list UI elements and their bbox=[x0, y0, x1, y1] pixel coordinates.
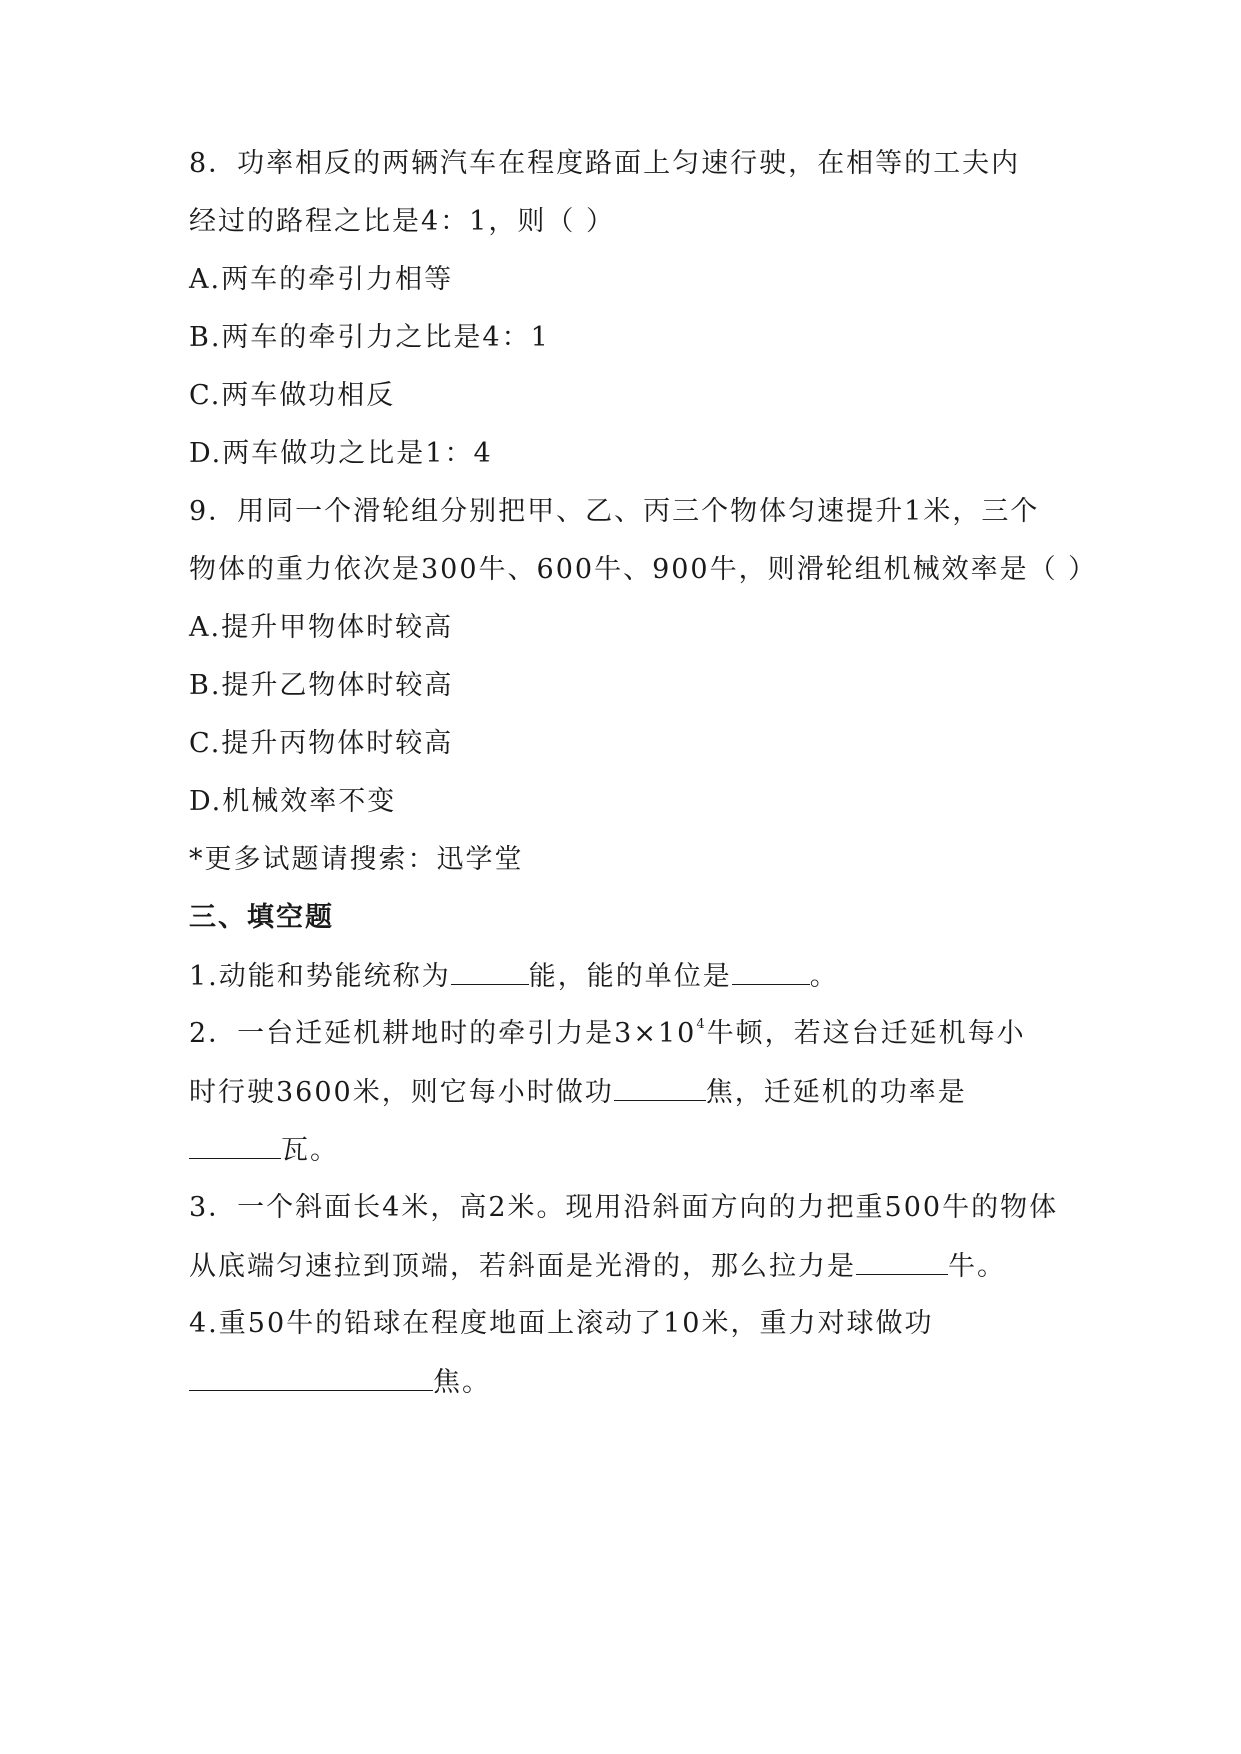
fill-q2-line-2 bbox=[189, 1072, 967, 1113]
q8-option-c: C.两车做功相反 bbox=[189, 380, 396, 411]
fill-q1 bbox=[189, 956, 839, 997]
fill-q2-text-d: 焦，迁延机的功率是 bbox=[705, 1077, 967, 1108]
fill-q2-text-e: 瓦。 bbox=[281, 1135, 339, 1166]
answer-blank[interactable] bbox=[614, 1072, 706, 1101]
fill-q2-text-c: 时行驶3600米，则它每小时做功 bbox=[189, 1077, 614, 1108]
q9-stem-line-2: 物体的重力依次是300牛、600牛、900牛，则滑轮组机械效率是（ ） bbox=[189, 554, 1098, 585]
q8-option-a: A.两车的牵引力相等 bbox=[189, 264, 454, 295]
search-note: *更多试题请搜索：迅学堂 bbox=[189, 844, 524, 875]
q9-option-a: A.提升甲物体时较高 bbox=[189, 612, 454, 643]
fill-q2-line-1 bbox=[189, 1014, 1026, 1054]
q9-option-b: B.提升乙物体时较高 bbox=[189, 670, 454, 701]
fill-q4-text-a: 焦。 bbox=[433, 1367, 491, 1398]
fill-q1-text-a: 1.动能和势能统称为 bbox=[189, 961, 451, 992]
fill-q1-text-c: 。 bbox=[809, 961, 839, 992]
fill-q4-line-1: 4.重50牛的铅球在程度地面上滚动了10米，重力对球做功 bbox=[189, 1308, 934, 1339]
fill-q2-line-3 bbox=[189, 1130, 339, 1171]
answer-blank[interactable] bbox=[189, 1130, 281, 1159]
q9-option-c: C.提升丙物体时较高 bbox=[189, 728, 454, 759]
q8-stem-line-1: 8．功率相反的两辆汽车在程度路面上匀速行驶，在相等的工夫内 bbox=[189, 148, 1021, 179]
answer-blank[interactable] bbox=[451, 956, 529, 985]
q8-stem-line-2: 经过的路程之比是4：1，则（ ） bbox=[189, 206, 615, 237]
q8-option-d: D.两车做功之比是1：4 bbox=[189, 438, 493, 469]
exponent: 4 bbox=[696, 1017, 707, 1032]
fill-q2-text-a: 2．一台迁延机耕地时的牵引力是3×10 bbox=[189, 1018, 697, 1049]
fill-q1-text-b: 能，能的单位是 bbox=[528, 961, 732, 992]
fill-q4-line-2 bbox=[189, 1362, 491, 1403]
answer-blank[interactable] bbox=[856, 1246, 948, 1275]
answer-blank[interactable] bbox=[189, 1362, 433, 1391]
q9-option-d: D.机械效率不变 bbox=[189, 786, 397, 817]
fill-q3-text-a: 从底端匀速拉到顶端，若斜面是光滑的，那么拉力是 bbox=[189, 1251, 856, 1282]
fill-q3-line-1: 3．一个斜面长4米，高2米。现用沿斜面方向的力把重500牛的物体 bbox=[189, 1192, 1059, 1223]
fill-q3-text-b: 牛。 bbox=[948, 1251, 1006, 1282]
fill-q2-text-b: 牛顿，若这台迁延机每小 bbox=[706, 1018, 1026, 1049]
q8-option-b: B.两车的牵引力之比是4：1 bbox=[189, 322, 550, 353]
q9-stem-line-1: 9．用同一个滑轮组分别把甲、乙、丙三个物体匀速提升1米，三个 bbox=[189, 496, 1040, 527]
section-title: 三、填空题 bbox=[189, 902, 334, 933]
answer-blank[interactable] bbox=[732, 956, 810, 985]
fill-q3-line-2 bbox=[189, 1246, 1006, 1287]
